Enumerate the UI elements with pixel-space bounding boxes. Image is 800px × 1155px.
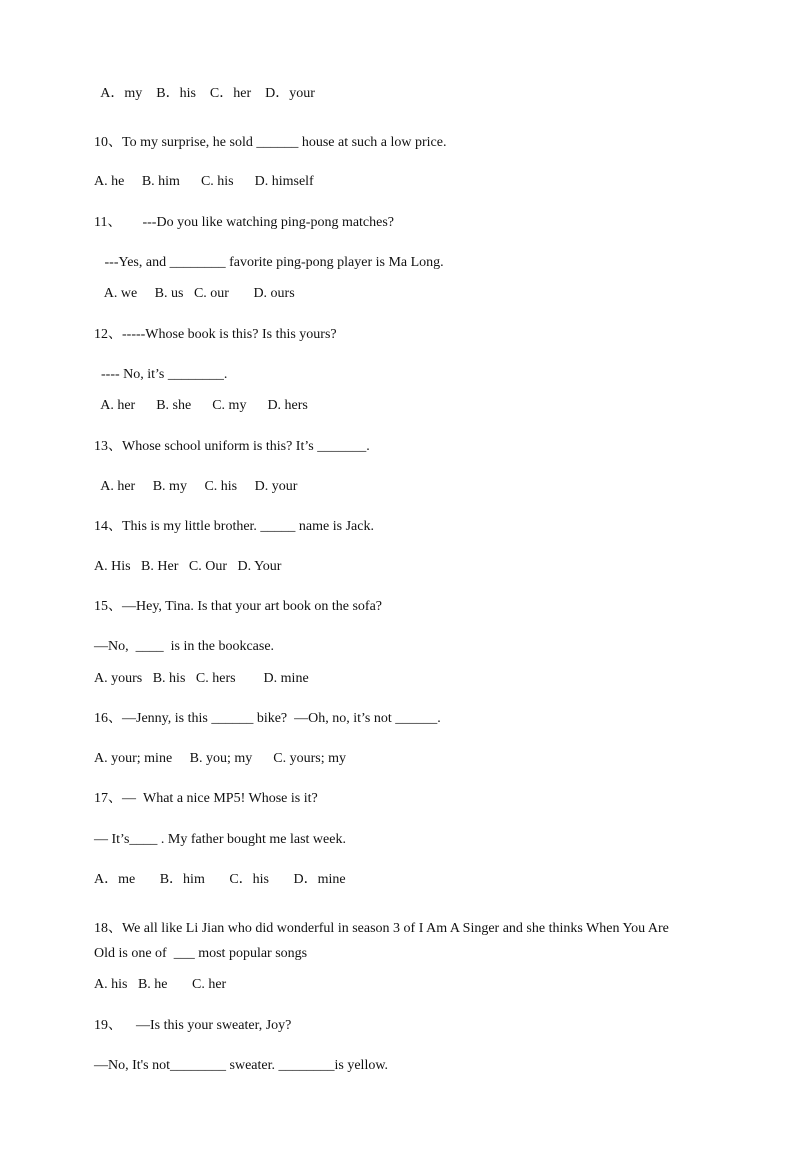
question-15-line-2: —No, ____ is in the bookcase. [94,639,275,654]
question-12: 12、-----Whose book is this? Is this yours? [94,327,337,342]
question-15: 15、—Hey, Tina. Is that your art book on the sofa? [94,599,382,614]
question-12-line-2: ---- No, it’s ________. [94,367,228,382]
answer-options-q13: A. her B. my C. his D. your [94,479,298,494]
question-10: 10、To my surprise, he sold ______ house at such a low price. [94,135,447,150]
question-17-line-2: — It’s____ . My father bought me last week. [94,832,346,847]
answer-options-q16: A. your; mine B. you; my C. yours; my [94,751,346,766]
question-19: 19、 —Is this your sweater, Joy? [94,1018,292,1033]
answer-options-q10: A. he B. him C. his D. himself [94,174,314,189]
question-16: 16、—Jenny, is this ______ bike? —Oh, no, it’s not ______. [94,711,441,726]
question-14: 14、This is my little brother. _____ name is Jack. [94,519,374,534]
answer-options-q12: A. her B. she C. my D. hers [94,398,308,413]
question-18: 18、We all like Li Jian who did wonderful in season 3 of I Am A Singer and she thinks When You Are [94,921,669,936]
answer-options-q9: A．my B．his C．her D．your [94,86,315,101]
answer-options-q18: A. his B. he C. her [94,977,227,992]
question-18-line-2: Old is one of ___ most popular songs [94,946,308,961]
answer-options-q14: A. His B. Her C. Our D. Your [94,559,282,574]
answer-options-q15: A. yours B. his C. hers D. mine [94,671,309,686]
answer-options-q11: A. we B. us C. our D. ours [94,286,295,301]
answer-options-q17: A．me B．him C．his D．mine [94,872,346,887]
question-19-line-2: —No, It's not________ sweater. ________is yellow. [94,1058,389,1073]
question-13: 13、Whose school uniform is this? It’s _______. [94,439,370,454]
question-11: 11、 ---Do you like watching ping-pong matches? [94,215,395,230]
question-17: 17、— What a nice MP5! Whose is it? [94,791,318,806]
question-11-line-2: ---Yes, and ________ favorite ping-pong player is Ma Long. [94,255,444,270]
